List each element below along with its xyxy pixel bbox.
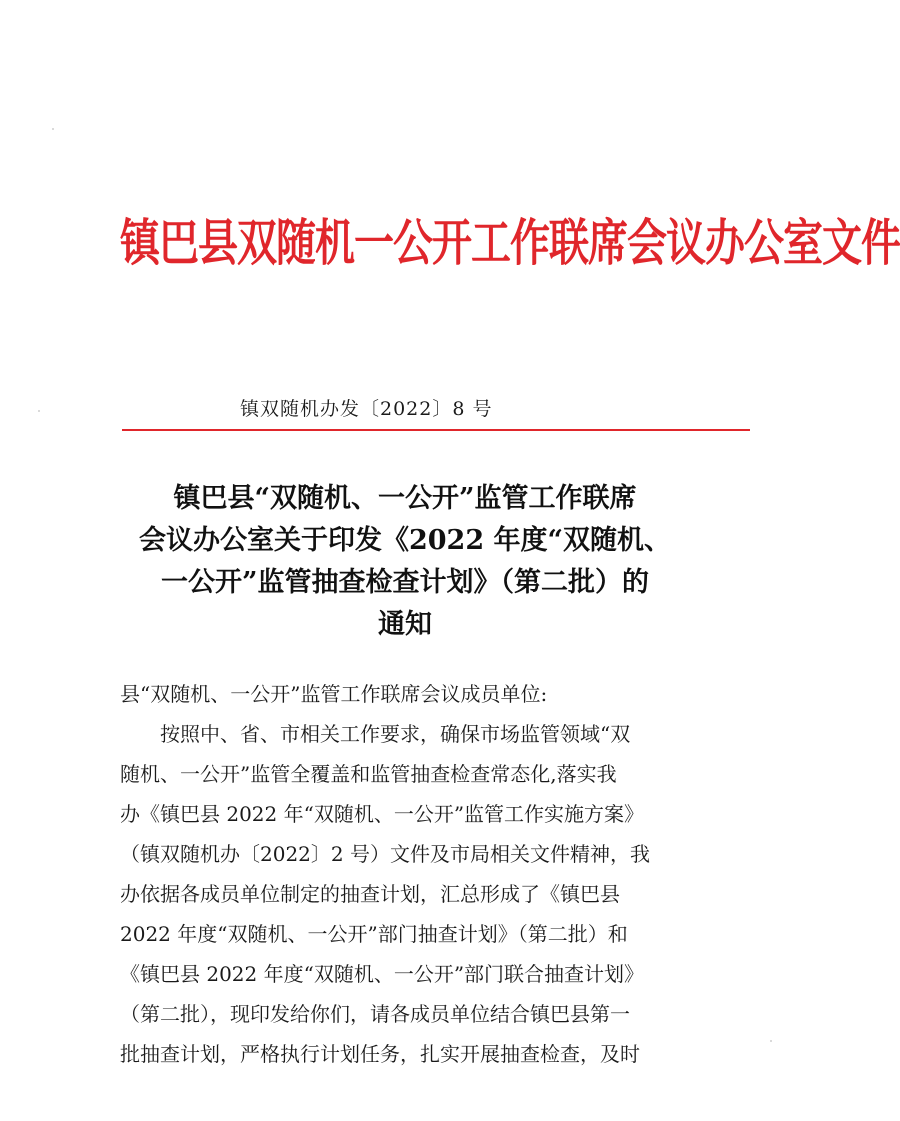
body-line: 《镇巴县 2022 年度“双随机、一公开”部门联合抽查计划》 [120,962,645,986]
org-header: 镇巴县双随机一公开工作联席会议办公室文件 [120,215,900,273]
body-line: 2022 年度“双随机、一公开”部门抽查计划》（第二批）和 [120,922,628,946]
title-line: 一公开”监管抽查检查计划》（第二批）的 [160,567,650,598]
body-line: （镇双随机办〔2022〕2 号）文件及市局相关文件精神，我 [120,842,650,866]
doc-title [110,478,700,646]
body-line: 按照中、省、市相关工作要求，确保市场监管领域“双 [160,722,631,746]
body-line: 批抽查计划，严格执行计划任务，扎实开展抽查检查，及时 [120,1042,640,1066]
doc-number: 镇双随机办发〔2022〕8 号 [240,398,493,420]
addressee: 县“双随机、一公开”监管工作联席会议成员单位: [120,682,548,706]
scan-speck [770,1040,772,1042]
body-line: 办《镇巴县 2022 年“双随机、一公开”监管工作实施方案》 [120,802,645,826]
body-line: 随机、一公开”监管全覆盖和监管抽查检查常态化,落实我 [120,762,617,786]
title-line: 镇巴县“双随机、一公开”监管工作联席 [173,483,637,514]
red-divider [122,429,750,431]
doc-body [120,674,700,1074]
title-line: 通知 [378,609,432,640]
body-line: （第二批），现印发给你们，请各成员单位结合镇巴县第一 [120,1002,630,1026]
title-line: 会议办公室关于印发《2022 年度“双随机、 [138,525,672,556]
scan-speck [52,128,54,130]
scan-speck [38,410,40,412]
body-line: 办依据各成员单位制定的抽查计划，汇总形成了《镇巴县 [120,882,620,906]
